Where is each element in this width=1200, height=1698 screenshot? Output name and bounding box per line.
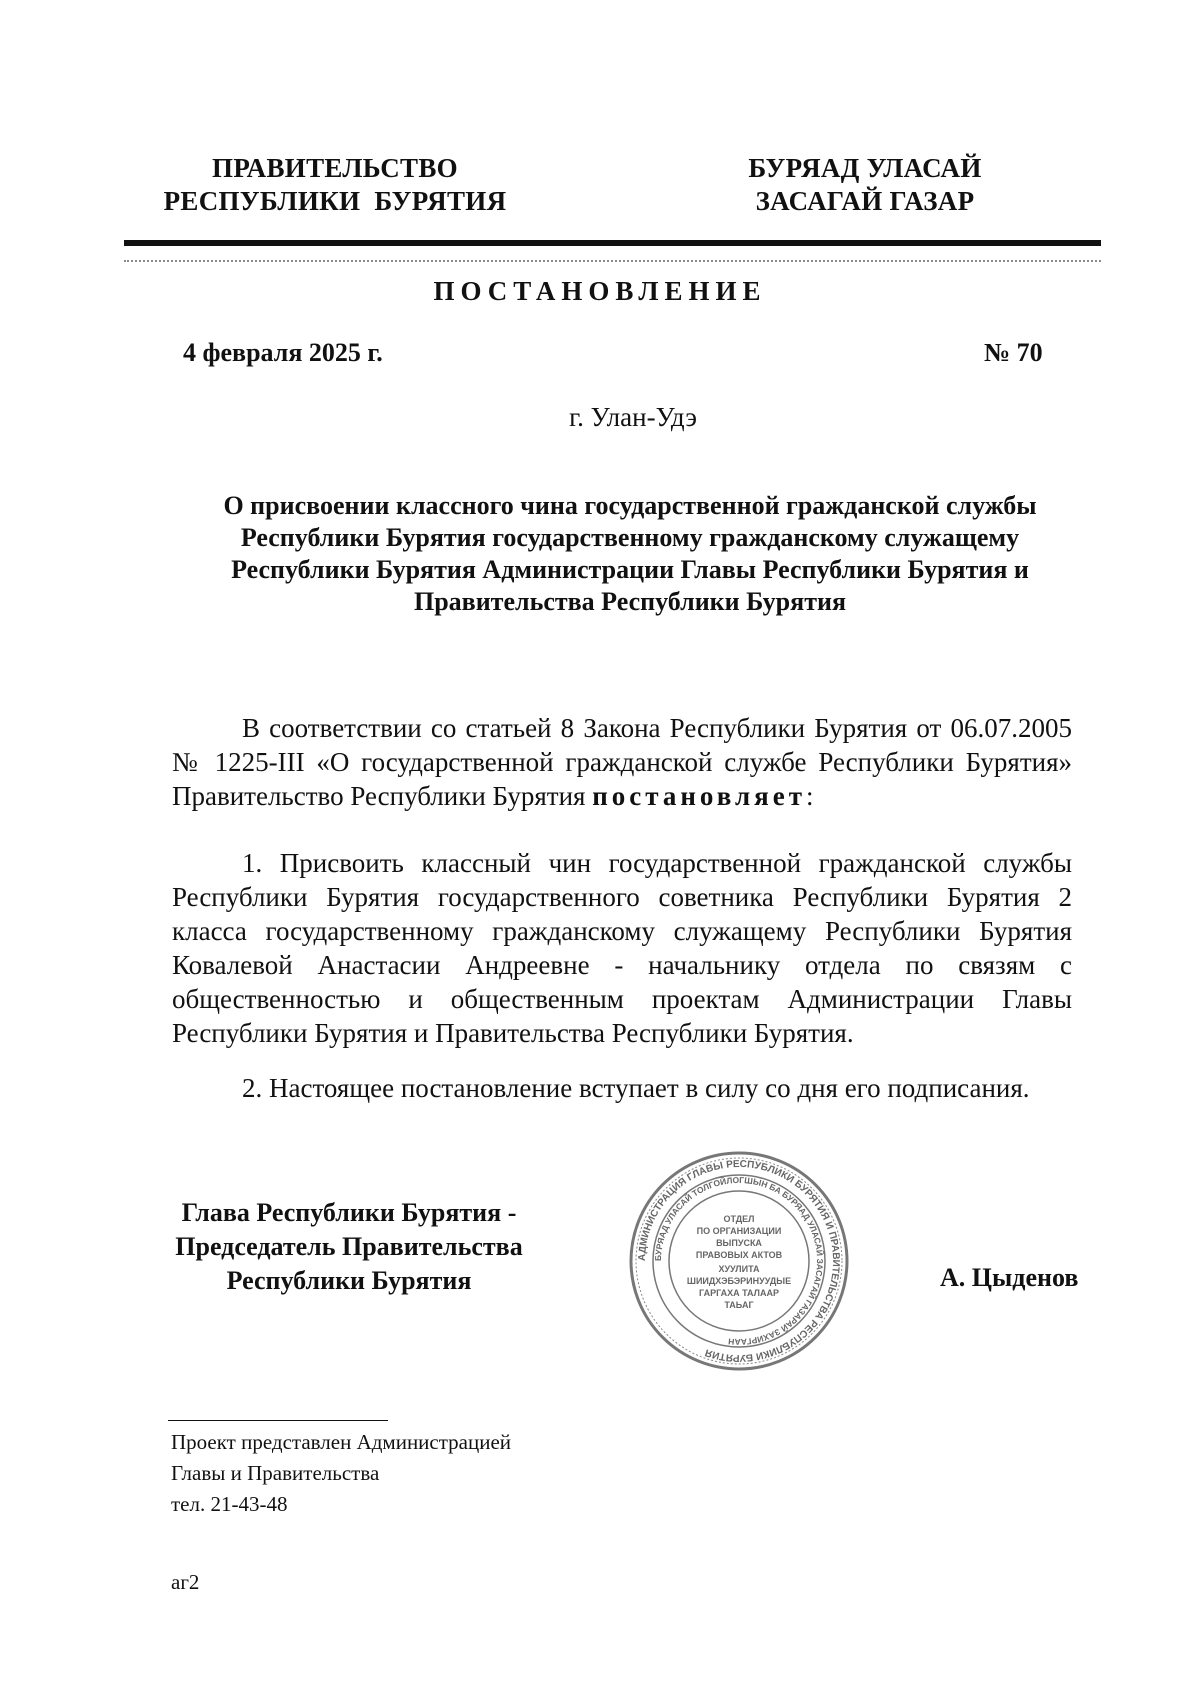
document-city: г. Улан-Удэ [569, 402, 697, 432]
stamp-center-line: ХУУЛИТА [718, 1264, 760, 1274]
stamp-inner-ring: БУРЯАД УЛАСАЙ ТОЛГОЙЛОГШЫН БА БУРЯАД УЛАСАЙ ЗАСАГАЙ ГАЗАРАЙ ЗАХИРГААН [652, 1174, 826, 1348]
header-left-line1: ПРАВИТЕЛЬСТВО [212, 153, 458, 183]
footnote-line2: Главы и Правительства [171, 1461, 380, 1485]
signature-position-line3: Республики Бурятия [226, 1266, 472, 1295]
clause-2: 2. Настоящее постановление вступает в силу со дня его подписания. [242, 1073, 1030, 1103]
header-right [700, 152, 1030, 218]
preamble-text: В соответствии со статьей 8 Закона Республики Бурятия от 06.07.2005 № 1225-III «О государственной гражданской службе Республики Бурятия» Правительство Республики Бурятия [172, 713, 1072, 811]
official-stamp [628, 1150, 850, 1372]
stamp-center-line: ОТДЕЛ [723, 1214, 755, 1224]
header-left [150, 152, 520, 218]
signature-position [140, 1196, 558, 1298]
footnote [171, 1427, 511, 1520]
header-left-line2: РЕСПУБЛИКИ БУРЯТИЯ [163, 186, 507, 216]
stamp-center-line: ВЫПУСКА [716, 1238, 762, 1248]
document-title: О присвоении классного чина государственной гражданской службы Республики Бурятия государственному гражданскому служащему Республики Бурятия Администрации Главы Республики Бурятия и Правительства Республики Бурятия [223, 491, 1037, 616]
signatory-name: А. Цыденов [940, 1263, 1079, 1292]
header-right-line1: БУРЯАД УЛАСАЙ [748, 153, 982, 183]
document-type: ПОСТАНОВЛЕНИЕ [433, 276, 767, 306]
document-code: аг2 [171, 1570, 200, 1594]
resolves-suffix: : [805, 781, 814, 811]
stamp-outer-ring: АДМИНИСТРАЦИЯ ГЛАВЫ РЕСПУБЛИКИ БУРЯТИЯ И ПРАВИТЕЛЬСТВА РЕСПУБЛИКИ БУРЯТИЯ [636, 1158, 842, 1364]
resolves-word: постановляет [592, 781, 806, 811]
stamp-center-line: ГАРГАХА ТАЛААР [699, 1288, 779, 1298]
signature-position-line1: Глава Республики Бурятия - [181, 1198, 517, 1227]
stamp-center-line: ШИИДХЭБЭРИНУУДЫЕ [686, 1276, 792, 1286]
footnote-line3: тел. 21-43-48 [171, 1492, 288, 1516]
footnote-rule [168, 1420, 388, 1421]
stamp-center-line: ТАЬАГ [724, 1300, 754, 1310]
document-date: 4 февраля 2025 г. [183, 338, 383, 367]
signature-position-line2: Председатель Правительства [175, 1232, 523, 1261]
stamp-center-line: ПРАВОВЫХ АКТОВ [695, 1250, 783, 1260]
clause-1: 1. Присвоить классный чин государственной гражданской службы Республики Бурятия государственного советника Республики Бурятия 2 класса государственному гражданскому служащему Республики Бурятия Ковалевой Анастасии Андреевне - начальнику отдела по связям с общественностью и общественным проектам Администрации Главы Республики Бурятия и Правительства Республики Бурятия. [172, 848, 1072, 1048]
header-rule [124, 240, 1101, 246]
header-rule-thin [124, 260, 1101, 262]
header-right-line2: ЗАСАГАЙ ГАЗАР [755, 186, 975, 216]
preamble [172, 711, 1072, 813]
stamp-center-line: ПО ОРГАНИЗАЦИИ [696, 1226, 782, 1236]
document-number: № 70 [984, 338, 1043, 367]
footnote-line1: Проект представлен Администрацией [171, 1430, 512, 1454]
